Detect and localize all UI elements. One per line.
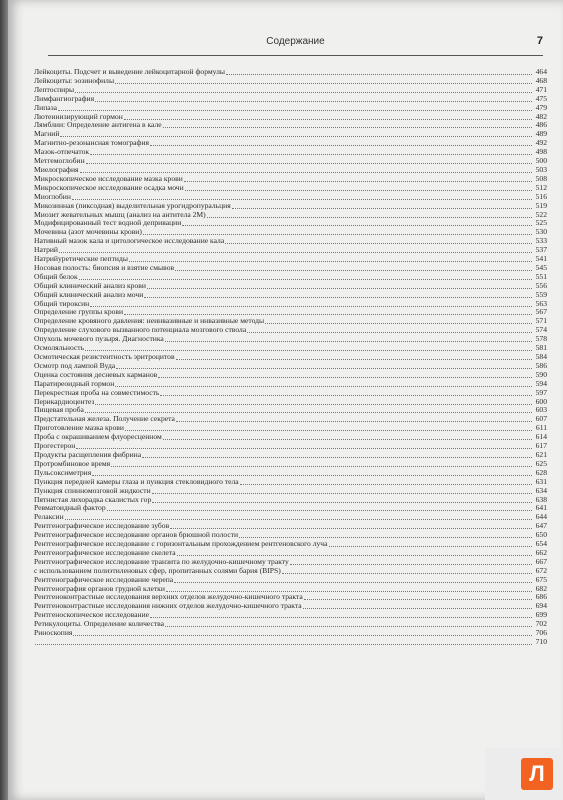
toc-entry (34, 380, 547, 389)
toc-entry (34, 86, 547, 95)
toc-entry-page: 662 (535, 547, 547, 557)
toc-entry-title: Лептоспиры (34, 85, 75, 94)
toc-entry-title: Рентгеноконтрастные исследования нижних отделов желудочно-кишечного тракта (34, 602, 302, 611)
toc-entry (34, 130, 547, 139)
toc-entry (34, 335, 547, 344)
toc-entry-page: 551 (535, 271, 547, 281)
toc-entry (34, 415, 547, 424)
toc-entry (34, 326, 547, 335)
toc-entry-title: Осмотр под лампой Вуда (34, 361, 116, 370)
toc-entry-page: 486 (535, 120, 547, 130)
toc-entry (34, 406, 547, 415)
toc-entry (34, 228, 547, 237)
toc-entry (34, 308, 547, 317)
toc-entry (34, 362, 547, 371)
toc-leader-dots (86, 157, 532, 164)
toc-entry-title: Продукты расщепления фибрина (34, 450, 142, 459)
toc-leader-dots (116, 362, 532, 369)
toc-entry-page: 475 (535, 93, 547, 103)
toc-leader-dots (163, 433, 532, 440)
toc-leader-dots (85, 406, 532, 413)
toc-entry-title: Рентгеноскопическое исследование (34, 611, 149, 620)
page-number: 7 (536, 35, 543, 47)
toc-entry-title: Носовая полость: биопсия и взятие смывов (34, 263, 175, 272)
toc-entry-title: Оценка состояния десневых карманов (34, 370, 158, 379)
header-rule (48, 55, 543, 56)
toc-leader-dots (124, 113, 532, 120)
toc-entry-page: 590 (535, 369, 547, 379)
toc-leader-dots (165, 620, 532, 627)
toc-leader-dots (75, 86, 532, 93)
toc-entry-page: 702 (535, 619, 547, 629)
toc-entry-title: Общий тироксин (34, 299, 90, 308)
toc-entry-title: Миозит жевательных мышц (анализ на антитела 2М) (34, 210, 206, 219)
toc-entry-title: Миоглобин (34, 192, 71, 201)
toc-entry-title: Натрий (34, 246, 58, 255)
toc-entry-title: Микроскопическое исследование осадка мочи (34, 183, 184, 192)
labirint-logo-icon: Л (521, 758, 553, 790)
toc-entry-page: 578 (535, 334, 547, 344)
toc-entry (34, 629, 547, 638)
toc-entry-page: 500 (535, 156, 547, 166)
toc-leader-dots (124, 308, 532, 315)
toc-entry (34, 611, 547, 620)
toc-entry-page: 489 (535, 129, 547, 139)
toc-entry-page: 571 (535, 316, 547, 326)
toc-entry-title: Пункция передней камеры глаза и пункция стекловидного тела (34, 477, 239, 486)
toc-entry (34, 246, 547, 255)
toc-leader-dots (58, 104, 532, 111)
toc-entry-title: Определение слухового вызванного потенциала мозгового ствола (34, 326, 247, 335)
toc-entry-page: 631 (535, 476, 547, 486)
toc-entry-page: 530 (535, 227, 547, 237)
running-header-title: Содержание (266, 36, 325, 47)
toc-entry (34, 549, 547, 558)
toc-entry-title: Осмоляльность (34, 344, 85, 353)
toc-entry (34, 487, 547, 496)
toc-entry-title: Риноскопия (34, 629, 73, 638)
toc-entry-page: 625 (535, 458, 547, 468)
toc-entry-page: 533 (535, 236, 547, 246)
toc-entry-title: Прогестерон (34, 442, 76, 451)
toc-entry-page: 611 (535, 423, 547, 433)
toc-entry-page: 694 (535, 601, 547, 611)
toc-entry (34, 513, 547, 522)
toc-leader-dots (163, 121, 532, 128)
toc-entry-title: Нативный мазок кала и цитологическое исследование кала (34, 237, 225, 246)
toc-entry (34, 273, 547, 282)
toc-entry-page: 628 (535, 467, 547, 477)
toc-entry-title: Микозинная (пиксодная) выделительная урогидропуральция (34, 201, 231, 210)
toc-entry-page: 556 (535, 280, 547, 290)
toc-leader-dots (142, 451, 532, 458)
toc-leader-dots (232, 202, 532, 209)
toc-entry-page: 537 (535, 245, 547, 255)
toc-entry-page: 559 (535, 289, 547, 299)
toc-entry-page: 600 (535, 396, 547, 406)
toc-leader-dots (265, 317, 532, 324)
toc-leader-dots (150, 611, 532, 618)
toc-entry-title: Рентгенографическое исследование органов брюшной полости (34, 531, 239, 540)
toc-entry-title: Определение кровяного давления: неинвазивные и инвазивные методы (34, 317, 265, 326)
toc-entry-title: с использованием полиэтиленовых сфер, пропитанных солями бария (BIPS) (34, 566, 281, 575)
toc-leader-dots (170, 522, 532, 529)
toc-entry-page: 519 (535, 200, 547, 210)
toc-entry (34, 593, 547, 602)
toc-leader-dots (125, 424, 532, 431)
watermark-corner (485, 748, 563, 800)
toc-leader-dots (240, 478, 532, 485)
toc-leader-dots (303, 602, 532, 609)
toc-entry-page: 667 (535, 556, 547, 566)
toc-entry (34, 264, 547, 273)
toc-entry (34, 202, 547, 211)
toc-entry-title: Натрийуретические пептиды (34, 255, 128, 264)
toc-leader-dots (282, 567, 532, 574)
toc-entry-title: Пищевая проба (34, 406, 84, 415)
toc-leader-dots (143, 228, 532, 235)
toc-entry (34, 121, 547, 130)
toc-entry (34, 237, 547, 246)
toc-entry-title: Пятнистая лихорадка скалистых гор (34, 495, 152, 504)
toc-entry (34, 460, 547, 469)
toc-entry (34, 104, 547, 113)
toc-entry-title: Лейкоциты. Подсчет и выведение лейкоцитарной формулы (34, 68, 226, 76)
toc-leader-dots (226, 68, 532, 75)
toc-entry (34, 638, 547, 647)
toc-entry-title: Ревматоидный фактор (34, 504, 106, 513)
toc-leader-dots (177, 549, 532, 556)
toc-entry-page: 675 (535, 574, 547, 584)
toc-entry-title: Общий клинический анализ мочи (34, 290, 144, 299)
toc-entry-title: Рентгенография органов грудной клетки (34, 584, 165, 593)
toc-entry-page: 468 (535, 75, 547, 85)
toc-entry-title: Мазок-отпечаток (34, 148, 90, 157)
toc-entry-title: Опухоль мочевого пузыря. Диагностика (34, 335, 164, 344)
toc-entry-title: Рентгенографическое исследование зубов (34, 522, 170, 531)
toc-leader-dots (65, 513, 532, 520)
toc-entry-page: 617 (535, 441, 547, 451)
toc-leader-dots (247, 326, 532, 333)
toc-leader-dots (207, 211, 532, 218)
toc-leader-dots (95, 398, 532, 405)
toc-leader-dots (174, 576, 532, 583)
toc-entry (34, 344, 547, 353)
toc-entry-title: Перекрестная проба на совместимость (34, 388, 160, 397)
toc-entry (34, 602, 547, 611)
toc-leader-dots (144, 291, 532, 298)
toc-leader-dots (115, 77, 532, 84)
toc-entry-page: 603 (535, 405, 547, 415)
toc-entry-title: Паратиреоидный гормон (34, 379, 115, 388)
toc-leader-dots (60, 130, 532, 137)
running-header (48, 36, 543, 52)
toc-leader-dots (165, 335, 532, 342)
toc-leader-dots (176, 415, 532, 422)
toc-entry-title: Рентгенографическое исследование транзита по желудочно-кишечному тракту (34, 557, 289, 566)
toc-entry-page: 621 (535, 449, 547, 459)
toc-entry-page: 503 (535, 164, 547, 174)
toc-leader-dots (90, 148, 532, 155)
toc-entry (34, 68, 547, 77)
toc-entry-page: 492 (535, 138, 547, 148)
toc-entry (34, 567, 547, 576)
toc-leader-dots (72, 193, 532, 200)
toc-entry-page: 525 (535, 218, 547, 228)
toc-entry-page: 682 (535, 583, 547, 593)
toc-entry-page: 545 (535, 262, 547, 272)
toc-entry-title: Пункция спинномозговой жидкости (34, 486, 151, 495)
toc-leader-dots (182, 219, 532, 226)
toc-entry-title: Лютеинизирующий гормон (34, 112, 123, 121)
toc-entry-title: Липаза (34, 103, 58, 112)
toc-entry-page: 647 (535, 521, 547, 531)
toc-leader-dots (79, 273, 532, 280)
toc-leader-dots (73, 629, 532, 636)
toc-entry (34, 219, 547, 228)
toc-entry-title: Общий клинический анализ крови (34, 281, 146, 290)
toc-leader-dots (225, 237, 532, 244)
toc-entry-page: 522 (535, 209, 547, 219)
toc-entry-page: 516 (535, 191, 547, 201)
toc-entry-page: 512 (535, 182, 547, 192)
toc-entry-page: 541 (535, 254, 547, 264)
toc-entry (34, 211, 547, 220)
toc-entry-page: 471 (535, 84, 547, 94)
toc-entry (34, 442, 547, 451)
toc-entry (34, 433, 547, 442)
toc-entry (34, 113, 547, 122)
toc-leader-dots (90, 300, 532, 307)
toc-entry (34, 389, 547, 398)
toc-leader-dots (160, 389, 532, 396)
toc-entry-title: Рентгеноконтрастные исследования верхних отделов желудочно-кишечного тракта (34, 593, 303, 602)
toc-leader-dots (59, 246, 532, 253)
toc-entry (34, 282, 547, 291)
toc-entry-page: 482 (535, 111, 547, 121)
toc-entry-page: 567 (535, 307, 547, 317)
toc-leader-dots (185, 184, 532, 191)
toc-leader-dots (176, 353, 532, 360)
toc-entry-page: 644 (535, 512, 547, 522)
toc-entry-page: 706 (535, 628, 547, 638)
toc-entry-page: 641 (535, 503, 547, 513)
toc-entry-title: Лямблии: Определение антигена в кале (34, 121, 162, 130)
toc-entry-title: Рентгенографическое исследование с горизонтальным прохождением рентгеновского луча (34, 540, 328, 549)
toc-entry (34, 540, 547, 549)
toc-entry (34, 255, 547, 264)
toc-leader-dots (329, 540, 533, 547)
toc-entry-page: 584 (535, 352, 547, 361)
toc-entry-page: 508 (535, 173, 547, 183)
toc-entry-page: 634 (535, 485, 547, 495)
toc-entry (34, 469, 547, 478)
toc-leader-dots (166, 585, 532, 592)
toc-entry-title: Лимфангиография (34, 94, 95, 103)
toc-leader-dots (76, 442, 532, 449)
toc-entry-page: 479 (535, 102, 547, 112)
toc-leader-dots (95, 95, 532, 102)
toc-entry (34, 522, 547, 531)
toc-entry-page: 672 (535, 565, 547, 575)
toc-entry (34, 291, 547, 300)
toc-entry-title: Определение группы крови (34, 308, 124, 317)
toc-entry (34, 148, 547, 157)
toc-entry-page: 650 (535, 530, 547, 540)
toc-leader-dots (152, 496, 532, 503)
toc-entry-page: 699 (535, 610, 547, 620)
toc-entry-title: Метгемоглобин (34, 157, 85, 166)
toc-entry (34, 531, 547, 540)
toc-entry-page: 614 (535, 432, 547, 442)
toc-entry (34, 398, 547, 407)
book-page (8, 0, 563, 800)
toc-entry-title: Осмотическая резистентность эритроцитов (34, 353, 175, 361)
toc-entry-page: 597 (535, 387, 547, 397)
toc-entry-title: Перикардиоцентез (34, 397, 95, 406)
toc-entry (34, 184, 547, 193)
toc-entry-page: 710 (535, 637, 547, 646)
toc-entry (34, 353, 547, 362)
toc-entry (34, 317, 547, 326)
toc-entry-title: Протромбиновое время (34, 459, 111, 468)
toc-leader-dots (175, 264, 532, 271)
toc-leader-dots (150, 139, 532, 146)
toc-entry-page: 686 (535, 592, 547, 602)
toc-leader-dots (158, 371, 532, 378)
toc-entry-page: 586 (535, 360, 547, 370)
toc-entry-title: Микроскопическое исследование мазка крови (34, 174, 183, 183)
toc-entry-page: 498 (535, 147, 547, 157)
toc-entry-title: Общий белок (34, 272, 78, 281)
toc-entry (34, 166, 547, 175)
toc-entry-title: Лейкоциты: эозинофилы (34, 76, 115, 85)
toc-entry-title: Рентгенографическое исследование черепа (34, 575, 174, 584)
toc-leader-dots (129, 255, 532, 262)
toc-entry-title: Миелография (34, 165, 79, 174)
toc-entry (34, 157, 547, 166)
table-of-contents (34, 68, 547, 647)
toc-entry-page: 581 (535, 343, 547, 353)
toc-entry (34, 558, 547, 567)
toc-entry-title: Релаксин (34, 513, 64, 522)
toc-entry-title: Приготовление мазка крови (34, 424, 124, 433)
toc-entry-title: Мочевина (азот мочевины крови) (34, 228, 142, 237)
toc-entry-page: 563 (535, 298, 547, 308)
toc-entry (34, 77, 547, 86)
toc-leader-dots (304, 593, 532, 600)
toc-entry-title: Пульсоксиметрия (34, 468, 92, 477)
toc-leader-dots (239, 531, 532, 538)
toc-entry-title: Магнитно-резонансная томография (34, 139, 150, 148)
toc-entry (34, 478, 547, 487)
toc-entry-page: 574 (535, 325, 547, 335)
toc-entry-title: Рентгенографическое исследование скелета (34, 548, 176, 557)
toc-entry (34, 620, 547, 629)
toc-leader-dots (92, 469, 532, 476)
toc-entry (34, 576, 547, 585)
toc-entry (34, 424, 547, 433)
toc-leader-dots (184, 175, 532, 182)
toc-entry (34, 504, 547, 513)
toc-entry-title: Ретикулоциты. Определение количества (34, 620, 165, 629)
toc-leader-dots (80, 166, 532, 173)
toc-leader-dots (111, 460, 532, 467)
toc-entry (34, 95, 547, 104)
toc-leader-dots (85, 344, 532, 351)
toc-leader-dots (290, 558, 532, 565)
toc-entry (34, 300, 547, 309)
toc-entry (34, 175, 547, 184)
toc-leader-dots (35, 638, 532, 645)
toc-entry-page: 594 (535, 378, 547, 388)
toc-entry (34, 496, 547, 505)
toc-leader-dots (152, 487, 532, 494)
toc-entry (34, 371, 547, 380)
toc-leader-dots (147, 282, 532, 289)
toc-entry-page: 638 (535, 494, 547, 504)
toc-entry-title: Проба с окрашиванием флуоресцеином (34, 433, 162, 442)
toc-entry-page: 464 (535, 67, 547, 76)
toc-entry-title: Предстательная железа. Получение секрета (34, 415, 175, 424)
toc-entry (34, 585, 547, 594)
toc-entry-page: 607 (535, 414, 547, 424)
toc-entry (34, 139, 547, 148)
toc-leader-dots (107, 504, 532, 511)
toc-entry-title: Магний (34, 130, 60, 139)
toc-entry (34, 193, 547, 202)
toc-entry (34, 451, 547, 460)
toc-leader-dots (115, 380, 532, 387)
toc-entry-title: Модифицированный тест водной депривации (34, 219, 182, 228)
toc-entry-page: 654 (535, 539, 547, 549)
